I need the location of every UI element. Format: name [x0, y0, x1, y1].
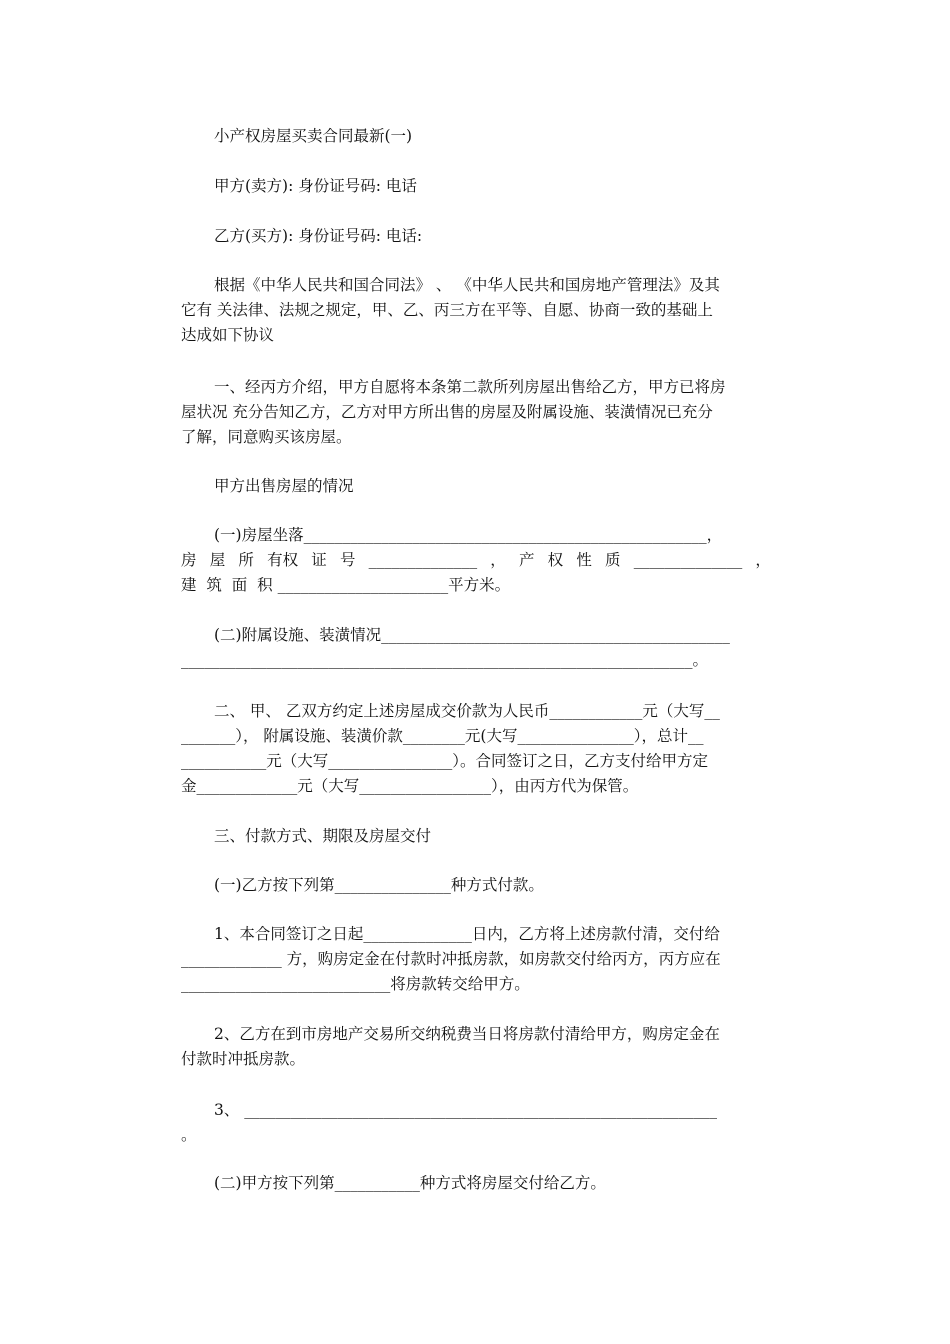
clause-2-line: ___________元（大写________________）。合同签订之日，乙方支付给甲方定	[181, 752, 709, 770]
item-2-line: 2、乙方在到市房地产交易所交纳税费当日将房款付清给甲方，购房定金在	[214, 1025, 720, 1043]
ownership-char: 房	[181, 551, 197, 569]
item-1-paragraph	[181, 922, 771, 997]
facilities-paragraph	[181, 623, 771, 673]
party-a-line: 甲方(卖方): 身份证号码: 电话	[214, 177, 417, 195]
preamble-line: 根据《中华人民共和国合同法》 、 《中华人民共和国房地产管理法》及其	[214, 276, 720, 294]
item-1-line: _____________ 方，购房定金在付款时冲抵房款，如房款交付给丙方，丙方应在	[181, 950, 721, 968]
clause-1-line: 屋状况 充分告知乙方，乙方对甲方所出售的房屋及附属设施、装潢情况已充分	[181, 403, 713, 421]
item-3-paragraph	[181, 1098, 771, 1148]
item-2-line: 付款时冲抵房款。	[181, 1050, 306, 1068]
ownership-char: 性	[576, 551, 592, 569]
house-heading: 甲方出售房屋的情况	[214, 477, 354, 495]
clause-2-paragraph	[181, 699, 771, 799]
area-char: 建	[181, 576, 197, 594]
clause-1-paragraph	[181, 375, 771, 450]
party-b-line: 乙方(买方): 身份证号码: 电话:	[214, 227, 423, 245]
item-1-line: ___________________________将房款转交给甲方。	[181, 975, 530, 993]
ownership-char: 证	[311, 551, 327, 569]
ownership-line	[181, 548, 771, 573]
area-char: 面	[231, 576, 248, 594]
clause-1-line: 了解，同意购买该房屋。	[181, 428, 352, 446]
clause-2-line: _______）， 附属设施、装潢价款________元(大写_______________），总计__	[181, 727, 704, 745]
area-char: 筑	[206, 576, 222, 594]
area-char: 积	[257, 576, 273, 594]
ownership-char: ，	[755, 551, 771, 569]
location-line: (一)房屋坐落____________________________________________________，	[214, 526, 723, 544]
preamble-line: 它有 关法律、法规之规定，甲、乙、丙三方在平等、自愿、协商一致的基础上	[181, 301, 713, 319]
ownership-char: 质	[605, 551, 621, 569]
ownership-char: 所	[238, 551, 254, 569]
facilities-line: (二)附属设施、装潢情况_____________________________________________	[214, 626, 730, 644]
ownership-char: 号	[339, 551, 356, 569]
ownership-char: ，	[490, 551, 506, 569]
location-paragraph	[181, 523, 771, 598]
ownership-char: 屋	[209, 551, 226, 569]
ownership-blank: ______________	[368, 551, 478, 569]
preamble-line: 达成如下协议	[181, 326, 275, 344]
item-3-line: 3、 _____________________________________________________________	[214, 1101, 718, 1119]
document-title: 小产权房屋买卖合同最新(一)	[214, 127, 413, 145]
preamble-paragraph	[181, 273, 771, 348]
item-2-paragraph	[181, 1022, 771, 1072]
clause-3-heading: 三、付款方式、期限及房屋交付	[214, 827, 432, 845]
property-type-blank: ______________	[633, 551, 743, 569]
ownership-char: 有权	[267, 551, 299, 569]
delivery-method-line: (二)甲方按下列第___________种方式将房屋交付给乙方。	[214, 1174, 606, 1192]
payment-method-line: (一)乙方按下列第_______________种方式付款。	[214, 876, 544, 894]
clause-1-line: 一、经丙方介绍，甲方自愿将本条第二款所列房屋出售给乙方，甲方已将房	[214, 378, 726, 396]
ownership-char: 权	[547, 551, 564, 569]
item-3-line: 。	[181, 1126, 197, 1144]
facilities-line: __________________________________________________________________。	[181, 651, 709, 669]
area-blank: ______________________平方米。	[277, 576, 511, 594]
clause-2-line: 金_____________元（大写_________________），由丙方代为保管。	[181, 777, 639, 795]
clause-2-line: 二、 甲、 乙双方约定上述房屋成交价款为人民币____________元（大写__	[214, 702, 720, 720]
area-line	[181, 573, 771, 598]
item-1-line: 1、本合同签订之日起______________日内，乙方将上述房款付清，交付给	[214, 925, 720, 943]
ownership-char: 产	[518, 551, 535, 569]
